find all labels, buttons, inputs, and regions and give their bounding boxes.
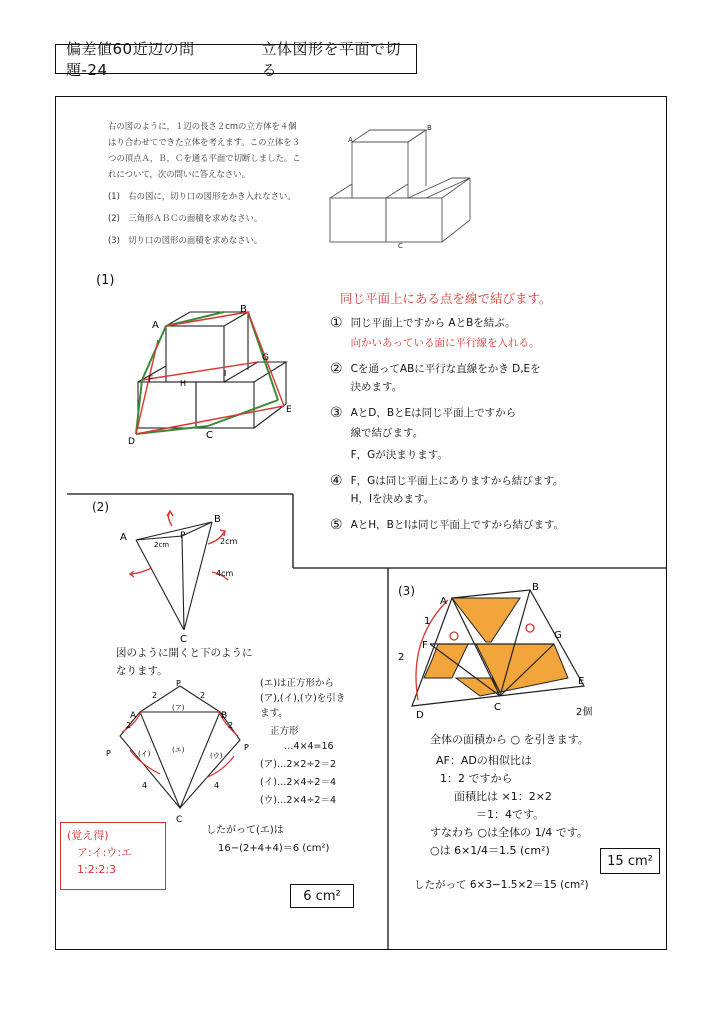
svg-text:(イ): (イ) (138, 750, 151, 758)
svg-text:F: F (422, 640, 428, 651)
explain-line1: 図のように開くと下のように (116, 647, 253, 659)
svg-text:C: C (494, 702, 501, 713)
part1-label: (1) (96, 273, 115, 288)
label-2cm-b: 2cm (220, 537, 238, 546)
svg-text:E: E (286, 405, 292, 415)
svg-text:P: P (180, 531, 186, 541)
svg-text:B: B (240, 304, 247, 315)
memo-title: (覚え得) (67, 829, 109, 842)
part3-final: したがって 6×3−1.5×2＝15 (cm²) (414, 879, 589, 891)
svg-text:I: I (224, 369, 227, 378)
svg-text:G: G (262, 353, 269, 363)
page-title (55, 40, 417, 79)
problem-line: 右の図のように，１辺の長さ２cmの立方体を４個 (108, 121, 297, 131)
problem-line: つの頂点Ａ，Ｂ，Ｃを通る平面で切断しました。こ (108, 153, 301, 163)
svg-text:P: P (244, 743, 249, 752)
exp-line: ＝1：4です。 (476, 808, 545, 821)
memo-line2: 1:2:2:3 (77, 863, 117, 876)
svg-text:2: 2 (228, 721, 234, 730)
calc-line: ます。 (260, 708, 288, 719)
calc-line: (ウ)…2×4÷2＝4 (260, 795, 337, 806)
calc-line: (ア),(イ),(ウ)を引き (260, 693, 346, 704)
svg-text:1: 1 (424, 616, 431, 627)
explain-line2: なります。 (116, 665, 168, 677)
part3-note-2ko: 2個 (576, 707, 593, 718)
svg-text:A: A (440, 596, 447, 607)
calc-line: (ア)…2×2÷2＝2 (260, 759, 337, 770)
part2-answer-box: 6 cm² (290, 884, 354, 908)
calc-line: したがって(エ)は (206, 825, 284, 836)
calc-line: …4×4=16 (284, 741, 334, 752)
svg-text:D: D (128, 437, 135, 447)
part2-conclusion (196, 824, 329, 856)
part2-explain (116, 646, 253, 678)
step2-line1: Cを通ってABに平行な直線をかき D,Eを (350, 363, 541, 375)
svg-text:A: A (348, 136, 353, 144)
part3-label: (3) (398, 584, 415, 598)
exp-line: 全体の面積から ○ を引きます。 (430, 733, 589, 746)
svg-text:2: 2 (200, 691, 206, 700)
title-right: 立体図形を平面で切る (261, 40, 401, 79)
question-3: (3) 切り口の図形の面積を求めなさい。 (108, 235, 263, 245)
part3-answer-box: 15 cm² (600, 848, 660, 874)
svg-text:E: E (578, 676, 585, 687)
exp-line: 面積比は ×1：2×2 (454, 790, 552, 803)
svg-text:(ウ): (ウ) (210, 752, 223, 760)
svg-text:G: G (554, 630, 562, 641)
problem-line: れについて，次の問いに答えなさい。 (108, 169, 251, 179)
svg-text:B: B (221, 711, 228, 721)
svg-text:H: H (180, 379, 187, 388)
step1-line1: 同じ平面上ですから AとBを結ぶ。 (350, 317, 516, 329)
step-number: ③ (330, 405, 343, 421)
memo-line1: ア:イ:ウ:エ (77, 846, 133, 859)
part3-section-figure (396, 580, 606, 720)
part2-label: (2) (92, 500, 109, 514)
step4-line2: H，Iを決めます。 (350, 493, 435, 505)
step-number: ⑤ (330, 517, 343, 533)
step2-line2: 決めます。 (350, 381, 403, 393)
exp-line: AF：ADの相似比は (436, 754, 532, 767)
question-2: (2) 三角形ＡＢＣの面積を求めなさい。 (108, 213, 263, 223)
label-2cm-a: 2cm (154, 541, 170, 549)
step-number: ④ (330, 473, 343, 489)
svg-text:A: A (152, 320, 159, 331)
step1-line2: 向かいあっている面に平行線を入れる。 (350, 337, 540, 349)
part2-tetra-figure (112, 508, 282, 644)
svg-text:B: B (214, 514, 221, 525)
svg-text:C: C (206, 430, 213, 441)
svg-text:P: P (106, 749, 111, 758)
step3-line1: AとD，BとEは同じ平面上ですから (350, 407, 517, 419)
part2-net-figure (100, 676, 260, 826)
exp-line: すなわち ○は全体の 1/4 です。 (430, 826, 588, 839)
svg-text:4: 4 (214, 781, 220, 790)
svg-text:4: 4 (142, 781, 148, 790)
memo-box (60, 822, 166, 890)
step4-line1: F，Gは同じ平面上にありますから結びます。 (350, 475, 564, 487)
svg-text:C: C (398, 242, 403, 250)
label-4cm: 4cm (216, 569, 234, 578)
calc-line: (エ)は正方形から (260, 678, 334, 689)
svg-text:A: A (130, 711, 137, 721)
svg-text:P: P (176, 679, 181, 688)
exp-line: ○は 6×1/4＝1.5 (cm²) (430, 844, 550, 857)
step3-line3: F，Gが決まります。 (350, 449, 448, 461)
svg-text:C: C (180, 634, 187, 644)
exp-line: 1：2 ですから (440, 772, 513, 785)
svg-text:2: 2 (126, 721, 132, 730)
calc-line: (イ)…2×4÷2＝4 (260, 777, 337, 788)
svg-text:2: 2 (398, 652, 405, 663)
part3-explain (430, 732, 660, 858)
svg-text:D: D (416, 710, 424, 720)
svg-text:B: B (427, 124, 432, 132)
part2-calc (260, 678, 345, 807)
title-left: 偏差値60近辺の問題-24 (66, 40, 195, 79)
step5-line1: AとH，BとIは同じ平面上ですから結びます。 (350, 519, 565, 531)
svg-text:C: C (176, 815, 183, 825)
svg-text:A: A (120, 532, 127, 543)
calc-line: 正方形 (270, 726, 299, 737)
step-number: ① (330, 315, 343, 331)
question-1: (1) 右の図に，切り口の図形をかき入れなさい。 (108, 191, 296, 201)
step3-line2: 線で結びます。 (350, 427, 424, 439)
part1-headline: 同じ平面上にある点を線で結びます。 (340, 291, 552, 306)
calc-line: 16−(2+4+4)＝6 (cm²) (218, 843, 330, 854)
problem-line: はり合わせてできた立体を考えます。この立体を３ (108, 137, 300, 147)
svg-text:F: F (148, 375, 154, 385)
step-number: ② (330, 361, 343, 377)
svg-text:B: B (532, 582, 539, 593)
svg-text:(ア): (ア) (172, 704, 185, 712)
svg-text:2: 2 (152, 691, 158, 700)
svg-text:(エ): (エ) (172, 746, 185, 754)
